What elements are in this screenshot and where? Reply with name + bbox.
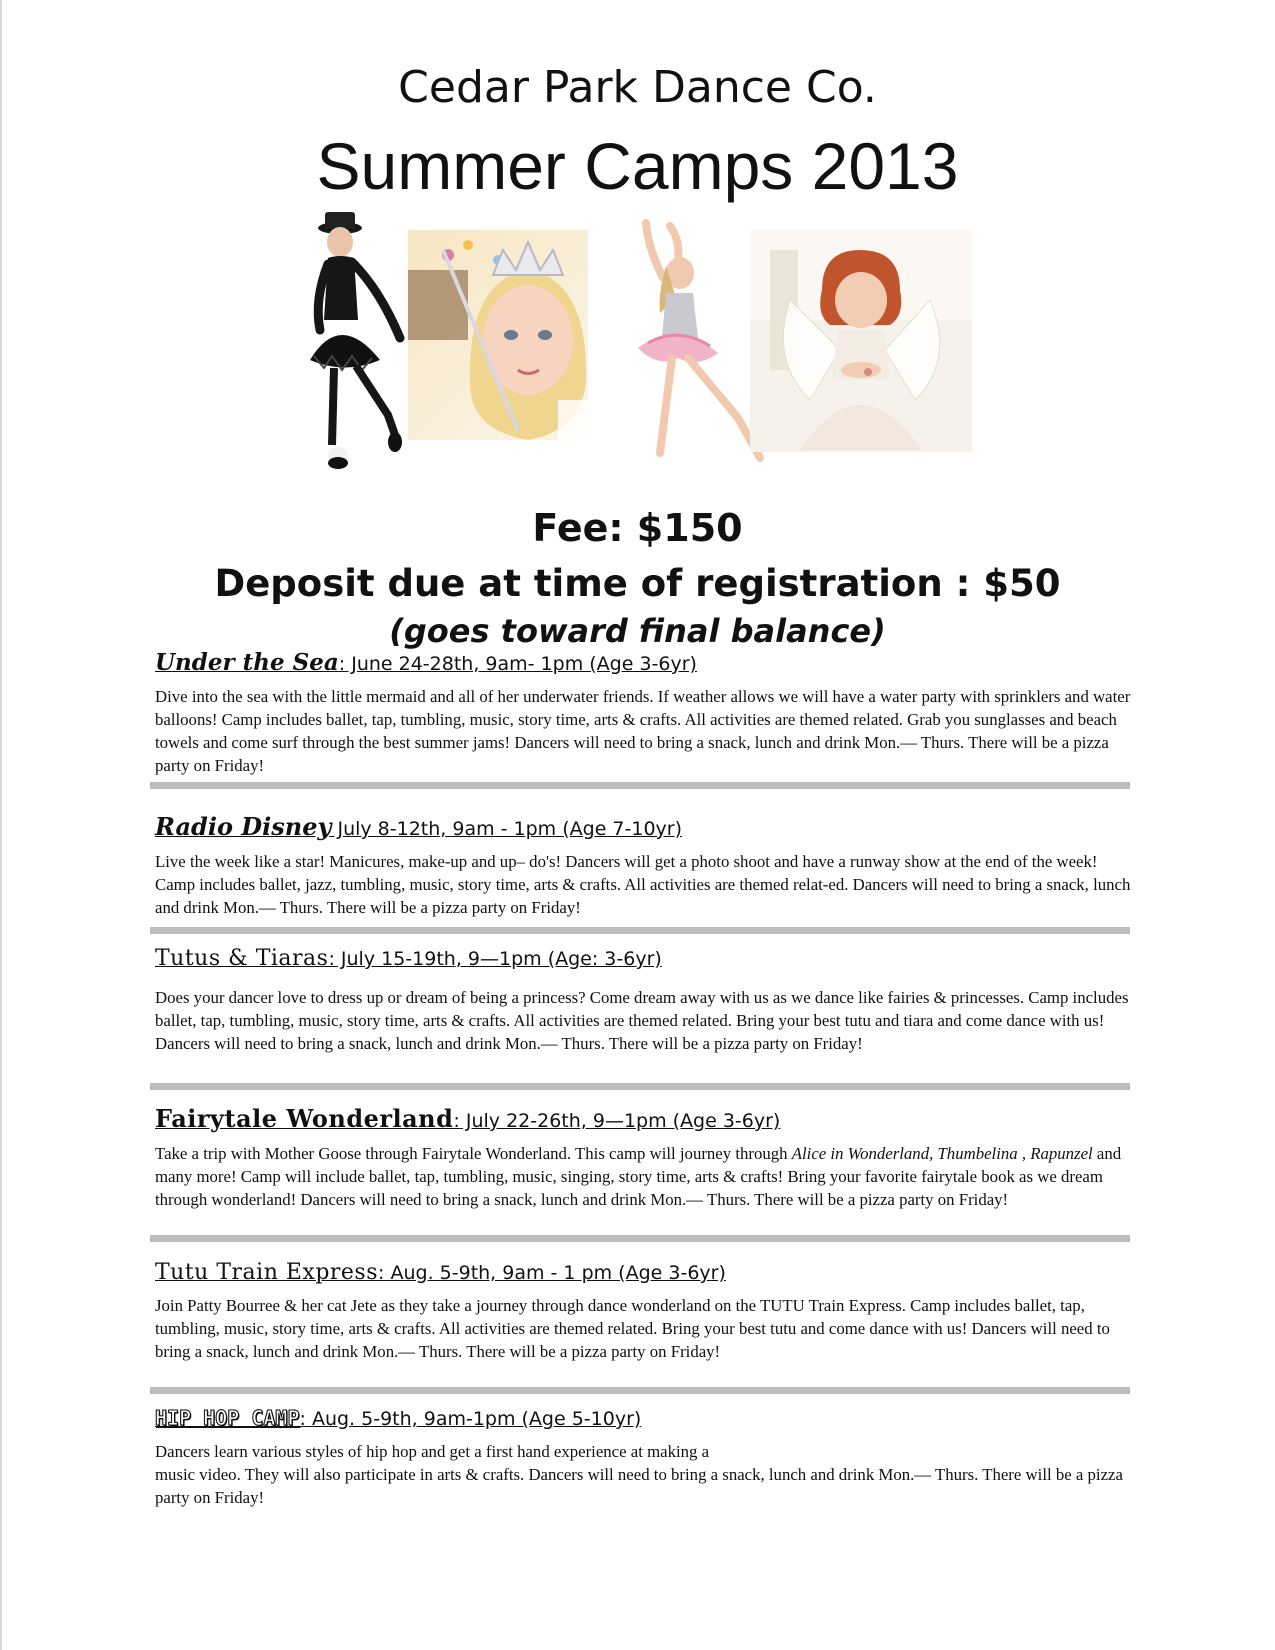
camp-heading [155, 1403, 1135, 1434]
camp-details: Aug. 5-9th, 9am - 1 pm (Age 3-6yr) [384, 1262, 726, 1284]
camp-description [155, 1142, 1135, 1211]
camp-description: Dive into the sea with the little mermaid and all of her underwater friends. If weather allows we will have a water party with sprinklers and water balloons! Camp includes ballet, tap, tumbling, music, story time, arts & crafts. All activities are themed related. Grab you sunglasses and beach towels and come surf through the best summer jams! Dancers will need to bring a snack, lunch and drink Mon.— Thurs. There will be a pizza party on Friday! [155, 687, 1131, 775]
deposit-note: (goes toward final balance) [389, 612, 886, 650]
camp-tutus-and-tiaras [155, 944, 1135, 1055]
section-divider [150, 1387, 1130, 1394]
camp-name-colon: : [338, 653, 346, 675]
camp-name: Radio Disney [155, 812, 332, 841]
camp-heading [155, 1258, 1135, 1288]
camp-details: July 8-12th, 9am - 1pm (Age 7-10yr) [331, 818, 683, 840]
camp-heading [155, 1104, 1135, 1136]
camp-name: Fairytale Wonderland [155, 1104, 454, 1133]
page-edge [0, 0, 2, 1650]
camp-name: Tutus & Tiaras [155, 946, 329, 971]
camp-description [155, 1440, 1135, 1509]
camp-name: Under the Sea [155, 649, 339, 676]
fee-text: Fee: $150 [532, 506, 743, 550]
section-divider [150, 782, 1130, 789]
story-titles: Alice in Wonderland, Thumbelina , Rapunzel [791, 1144, 1093, 1163]
camp-radio-disney [155, 812, 1135, 919]
organization-name: Cedar Park Dance Co. [398, 62, 877, 113]
camp-details: Aug. 5-9th, 9am-1pm (Age 5-10yr) [305, 1408, 642, 1430]
camp-tutu-train-express [155, 1258, 1135, 1363]
camp-heading [155, 648, 1135, 679]
section-divider [150, 1235, 1130, 1242]
section-divider [150, 927, 1130, 934]
girl-fairy-wings-photo [750, 230, 972, 452]
camp-name: HIP HOP CAMP [155, 1406, 300, 1430]
dancer-black-tutu-top-hat-photo [300, 210, 418, 482]
camp-name-colon: : [328, 948, 335, 970]
camp-name-colon: : [453, 1110, 460, 1132]
camp-description: Live the week like a star! Manicures, make-up and up– do's! Dancers will get a photo shoot and have a runway show at the end of the week! Camp includes ballet, jazz, tumbling, music, story time, arts & crafts. All activities are themed relat-ed. Dancers will need to bring a snack, lunch and drink Mon.— Thurs. There will be a pizza party on Friday! [155, 852, 1131, 917]
camp-details: July 15-19th, 9—1pm (Age: 3-6yr) [334, 948, 662, 970]
camp-name: Tutu Train Express [155, 1260, 379, 1285]
description-line: Dancers learn various styles of hip hop and get a first hand experience at making a [155, 1442, 710, 1461]
description-text: Take a trip with Mother Goose through Fairytale Wonderland. This camp will journey through [155, 1144, 792, 1163]
camp-description: Join Patty Bourree & her cat Jete as they take a journey through dance wonderland on the TUTU Train Express. Camp includes ballet, tap, tumbling, music, story time, arts & crafts. All activities are themed related. Bring your best tutu and come dance with us! Dancers will need to bring a snack, lunch and drink Mon.— Thurs. There will be a pizza party on Friday! [155, 1296, 1110, 1361]
camp-name-colon: : [378, 1262, 385, 1284]
camp-name-colon: : [299, 1408, 306, 1430]
camp-description: Does your dancer love to dress up or dream of being a princess? Come dream away with us as we dance like fairies & princesses. Camp includes ballet, tap, tumbling, music, story time, arts & crafts. All activities are themed related. Bring your best tutu and tiara and come dance with us! Dancers will need to bring a snack, lunch and drink Mon.— Thurs. There will be a pizza party on Friday! [155, 988, 1129, 1053]
description-line: music video. They will also participate in arts & crafts. Dancers will need to bring a snack, lunch and drink Mon.— Thurs. There will be a pizza party on Friday! [155, 1465, 1123, 1507]
camp-details: June 24-28th, 9am- 1pm (Age 3-6yr) [345, 653, 697, 675]
camp-heading [155, 944, 1135, 974]
description-text: and many more! Camp will include ballet, tap, tumbling, music, singing, story time, arts & crafts! Bring your favorite fairytale book as we dream through wonderland! Dancers will need to bring a snack, lunch and drink Mon.— Thurs. There will be a pizza party on Friday! [155, 1144, 1122, 1209]
camp-fairytale-wonderland [155, 1104, 1135, 1211]
deposit-text: Deposit due at time of registration : $50 [214, 562, 1061, 605]
camp-hip-hop [155, 1403, 1135, 1509]
camp-heading [155, 812, 1135, 844]
camp-details: July 22-26th, 9—1pm (Age 3-6yr) [459, 1110, 781, 1132]
camp-under-the-sea [155, 648, 1135, 777]
section-divider [150, 1083, 1130, 1090]
page-title: Summer Camps 2013 [316, 129, 959, 203]
